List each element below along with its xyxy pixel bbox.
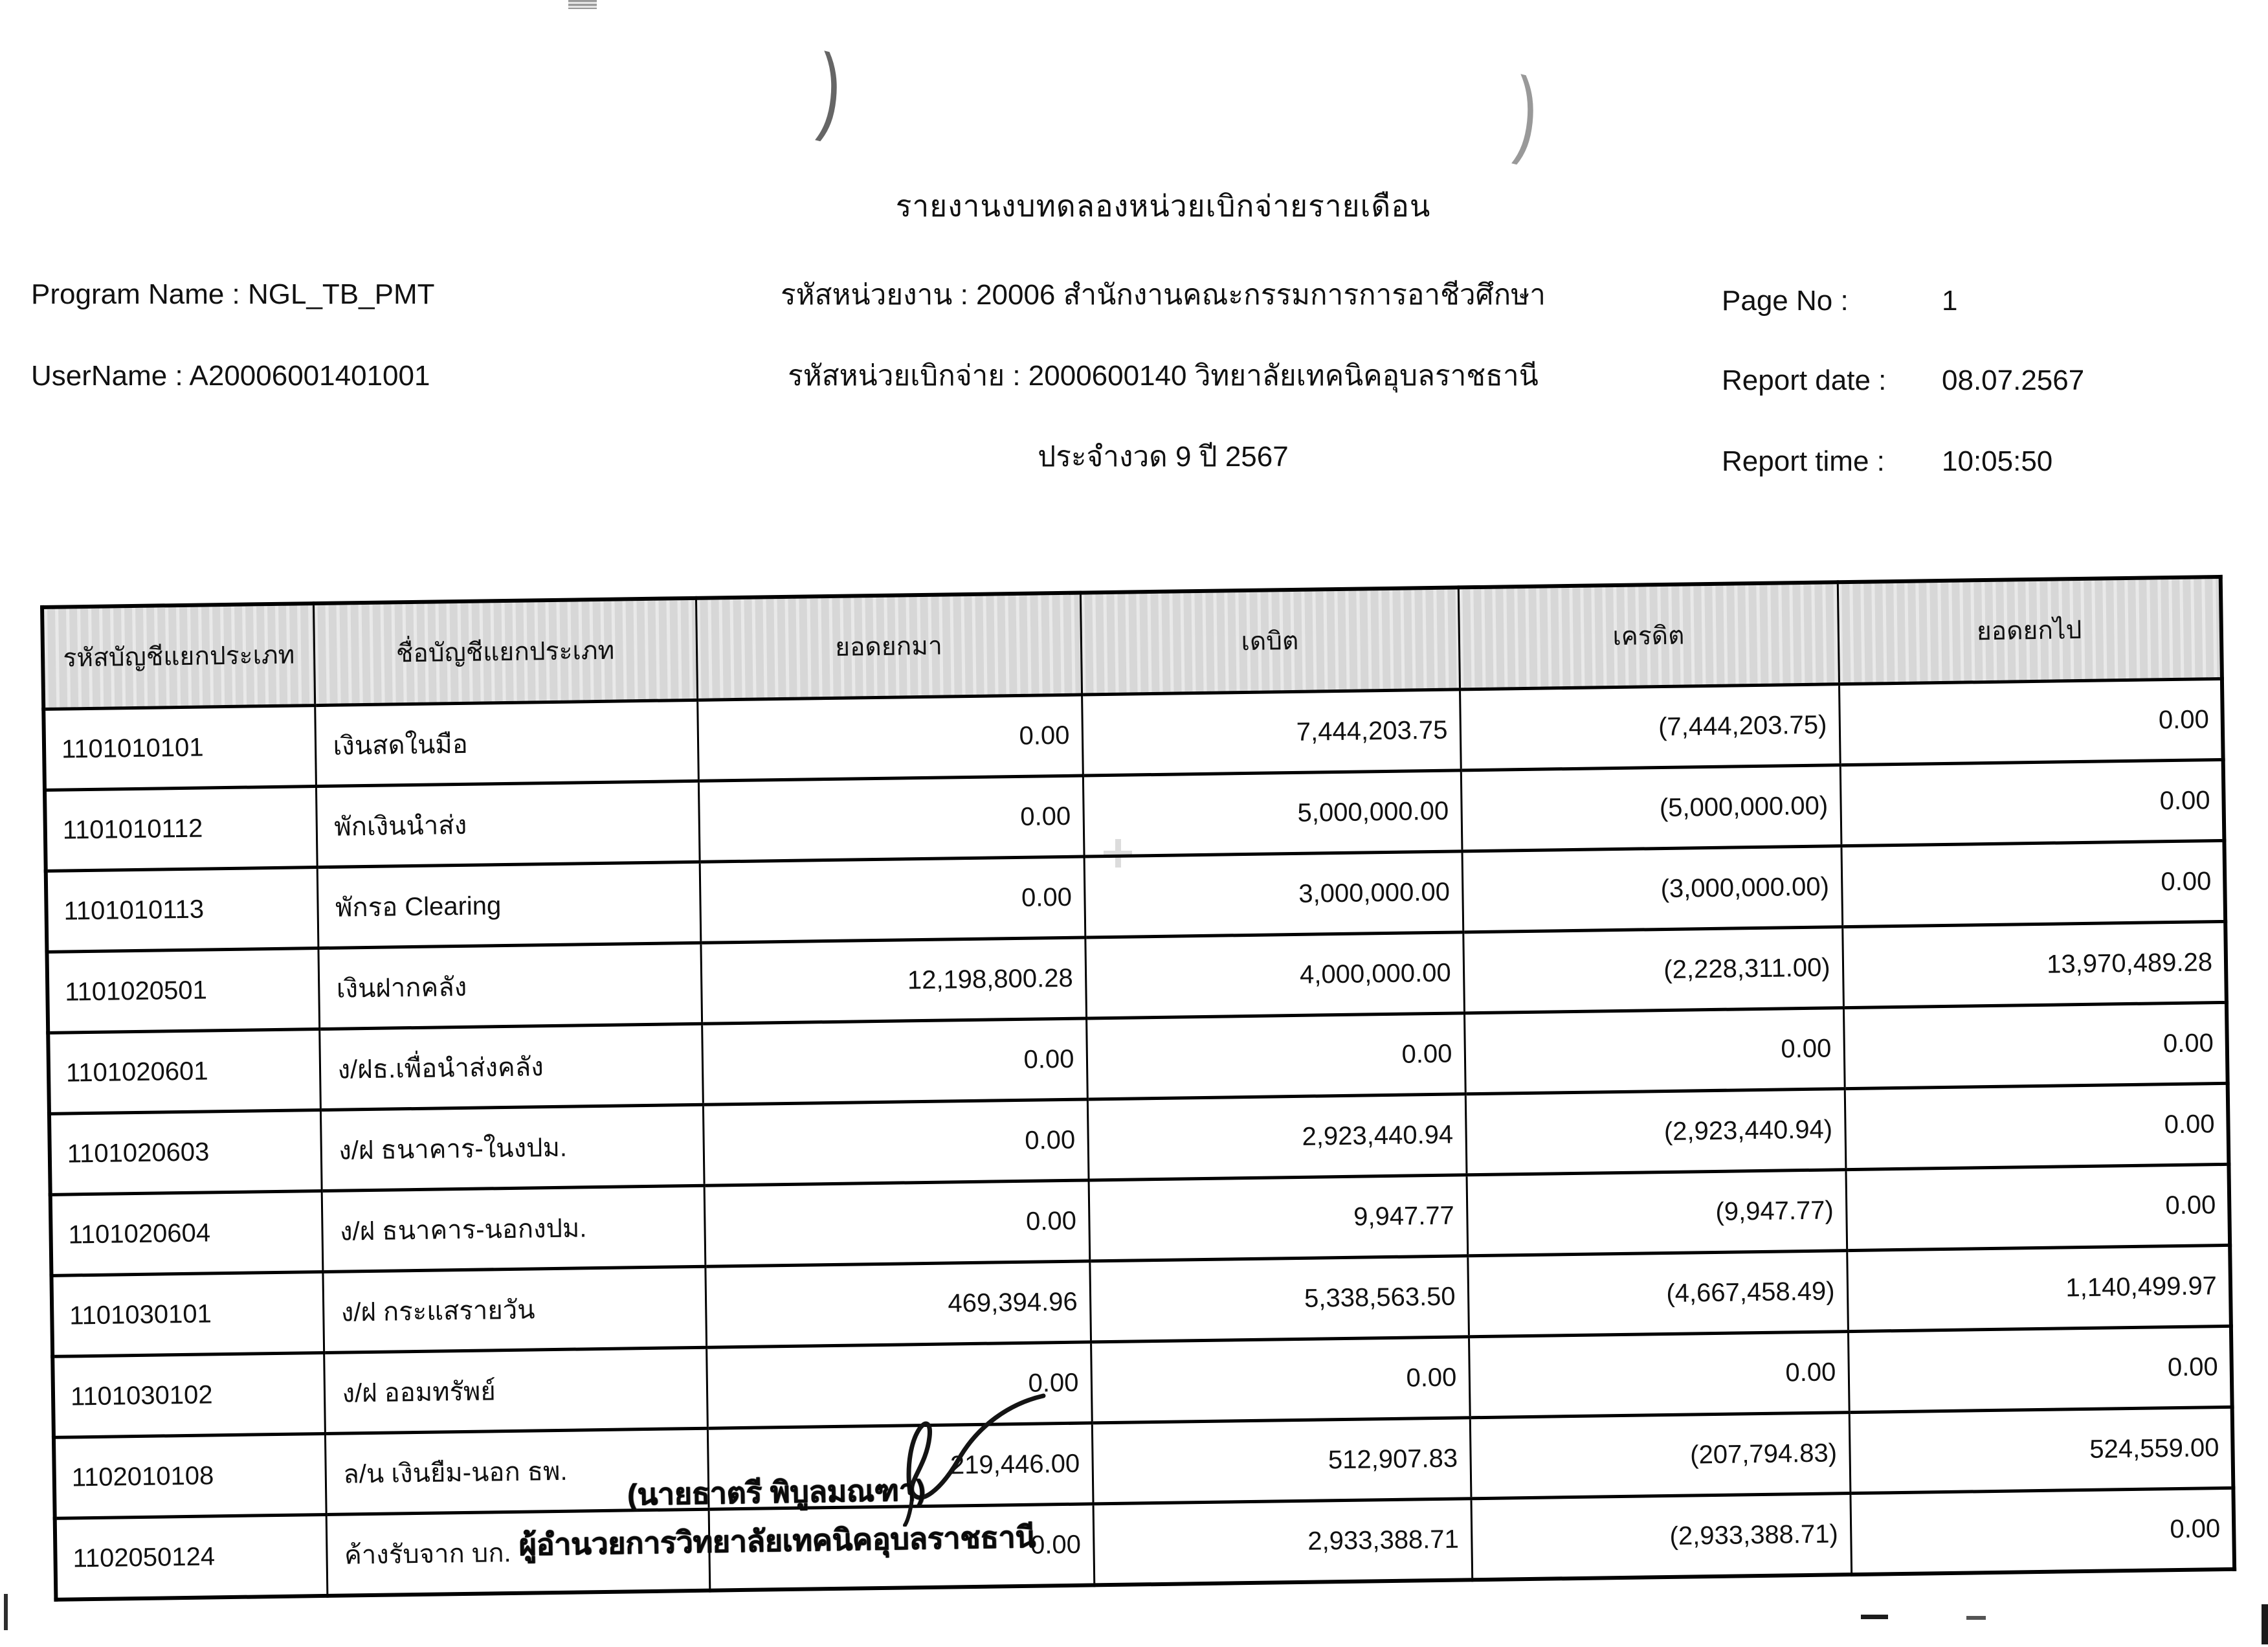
account-name-cell: เงินฝากคลัง: [318, 943, 702, 1029]
carried-forward-cell: 0.00: [1840, 759, 2225, 846]
account-code-cell: 1101010101: [43, 706, 316, 790]
director-stamp: [504, 1464, 1049, 1569]
stamp-name-line: (นายธาตรี พิบูลมณฑา): [627, 1473, 926, 1512]
report-time-label: Report time :: [1722, 445, 1885, 477]
debit-cell: 2,923,440.94: [1087, 1094, 1467, 1180]
account-code-cell: 1101030101: [51, 1272, 324, 1357]
debit-cell: 5,000,000.00: [1083, 770, 1462, 857]
carried-forward-cell: 0.00: [1841, 840, 2225, 926]
scan-smudge: [568, 0, 597, 9]
report-title: รายงานงบทดลองหน่วยเบิกจ่ายรายเดือน: [895, 189, 1431, 223]
credit-cell: 0.00: [1464, 1008, 1845, 1094]
account-code-cell: 1101010113: [46, 868, 318, 952]
credit-cell: (5,000,000.00): [1461, 765, 1841, 851]
scan-paren-mark: ): [814, 33, 847, 146]
brought-forward-cell: 219,446.00: [707, 1423, 1093, 1509]
credit-cell: (7,444,203.75): [1460, 684, 1840, 770]
account-code-cell: 1101020601: [48, 1029, 320, 1114]
debit-cell: 512,907.83: [1092, 1418, 1471, 1504]
credit-cell: (2,228,311.00): [1463, 927, 1843, 1013]
username-line: UserName : A20006001401001: [31, 360, 430, 392]
debit-cell: 7,444,203.75: [1082, 689, 1461, 776]
carried-forward-cell: 0.00: [1845, 1083, 2229, 1169]
debit-cell: 3,000,000.00: [1084, 851, 1463, 937]
scan-dash-mark: [1861, 1615, 1888, 1619]
scan-paren-mark: ): [1511, 56, 1543, 169]
col-header-account-code: รหัสบัญชีแยกประเภท: [42, 603, 315, 709]
brought-forward-cell: 0.00: [704, 1180, 1090, 1266]
agency-line: รหัสหน่วยงาน : 20006 สำนักงานคณะกรรมการการอาชีวศึกษา: [781, 279, 1546, 311]
carried-forward-cell: 0.00: [1845, 1164, 2230, 1250]
col-header-account-name: ชื่อบัญชีแยกประเภท: [313, 598, 697, 706]
account-code-cell: 1102050124: [55, 1514, 328, 1599]
credit-cell: (9,947.77): [1466, 1170, 1847, 1256]
account-name-cell: ง/ฝ ออมทรัพย์: [324, 1347, 707, 1433]
account-code-cell: 1101020603: [49, 1110, 322, 1195]
debit-cell: 0.00: [1091, 1337, 1470, 1423]
report-date-value: 08.07.2567: [1942, 364, 2085, 396]
account-code-cell: 1101010112: [45, 787, 317, 871]
account-code-cell: 1101030102: [52, 1352, 325, 1437]
report-time-value: 10:05:50: [1942, 445, 2053, 477]
credit-cell: (3,000,000.00): [1462, 846, 1843, 932]
debit-cell: 0.00: [1086, 1013, 1465, 1099]
credit-cell: (4,667,458.49): [1467, 1251, 1848, 1337]
carried-forward-cell: 0.00: [1839, 678, 2223, 765]
carried-forward-cell: 0.00: [1850, 1488, 2234, 1574]
col-header-brought-forward: ยอดยกมา: [696, 593, 1082, 700]
account-name-cell: ง/ฝธ.เพื่อนำส่งคลัง: [319, 1024, 703, 1110]
col-header-credit: เครดิต: [1458, 582, 1839, 689]
brought-forward-cell: 469,394.96: [705, 1261, 1091, 1347]
account-name-cell: พักเงินนำส่ง: [316, 781, 700, 867]
carried-forward-cell: 1,140,499.97: [1847, 1245, 2231, 1331]
scan-edge-mark: [4, 1594, 8, 1630]
brought-forward-cell: 0.00: [703, 1099, 1089, 1185]
program-name-line: Program Name : NGL_TB_PMT: [31, 278, 435, 310]
account-name-cell: ง/ฝ ธนาคาร-นอกงปม.: [322, 1185, 706, 1272]
trial-balance-table-wrap: [40, 575, 2232, 1602]
account-name-cell: ค้างรับจาก บก.: [326, 1509, 710, 1596]
credit-cell: (207,794.83): [1470, 1413, 1851, 1499]
account-name-cell: ง/ฝ กระแสรายวัน: [322, 1266, 706, 1352]
period-line: ประจำงวด 9 ปี 2567: [1038, 441, 1289, 473]
scan-dash-mark: [1966, 1616, 1986, 1620]
brought-forward-cell: 0.00: [697, 695, 1083, 781]
trial-balance-table: [40, 575, 2236, 1602]
credit-cell: (2,923,440.94): [1465, 1089, 1846, 1175]
account-name-cell: ง/ฝ ธนาคาร-ในงปม.: [320, 1104, 704, 1191]
col-header-carried-forward: ยอดยกไป: [1838, 577, 2222, 684]
debit-cell: 2,933,388.71: [1093, 1499, 1473, 1585]
brought-forward-cell: 0.00: [702, 1018, 1087, 1104]
brought-forward-cell: 12,198,800.28: [700, 937, 1086, 1024]
debit-cell: 9,947.77: [1089, 1175, 1468, 1261]
account-name-cell: ล/น เงินยืม-นอก ธพ.: [325, 1428, 709, 1514]
account-name-cell: พักรอ Clearing: [317, 862, 701, 948]
scan-edge-mark: [2262, 1604, 2268, 1644]
account-name-cell: เงินสดในมือ: [315, 700, 698, 786]
stamp-title-line: ผู้อำนวยการวิทยาลัยเทคนิคอุบลราชธานี: [518, 1519, 1036, 1562]
carried-forward-cell: 0.00: [1843, 1002, 2228, 1088]
credit-cell: 0.00: [1469, 1332, 1849, 1418]
debit-cell: 5,338,563.50: [1089, 1256, 1469, 1342]
debit-cell: 4,000,000.00: [1085, 932, 1464, 1018]
page-no-value: 1: [1942, 285, 1958, 317]
credit-cell: (2,933,388.71): [1471, 1494, 1851, 1580]
col-header-debit: เดบิต: [1080, 587, 1460, 695]
brought-forward-cell: 0.00: [706, 1342, 1092, 1428]
disbursement-unit-line: รหัสหน่วยเบิกจ่าย : 2000600140 วิทยาลัยเทคนิคอุบลราชธานี: [788, 360, 1539, 392]
brought-forward-cell: 0.00: [698, 776, 1084, 862]
carried-forward-cell: 0.00: [1848, 1326, 2232, 1412]
carried-forward-cell: 13,970,489.28: [1842, 921, 2227, 1007]
account-code-cell: 1101020501: [47, 948, 319, 1033]
brought-forward-cell: 0.00: [709, 1504, 1095, 1591]
page-no-label: Page No :: [1722, 285, 1849, 317]
report-date-label: Report date :: [1722, 364, 1887, 396]
account-code-cell: 1102010108: [54, 1433, 326, 1518]
table-body: [43, 678, 2234, 1599]
account-code-cell: 1101020604: [50, 1191, 323, 1276]
brought-forward-cell: 0.00: [700, 857, 1085, 943]
carried-forward-cell: 524,559.00: [1849, 1407, 2234, 1493]
